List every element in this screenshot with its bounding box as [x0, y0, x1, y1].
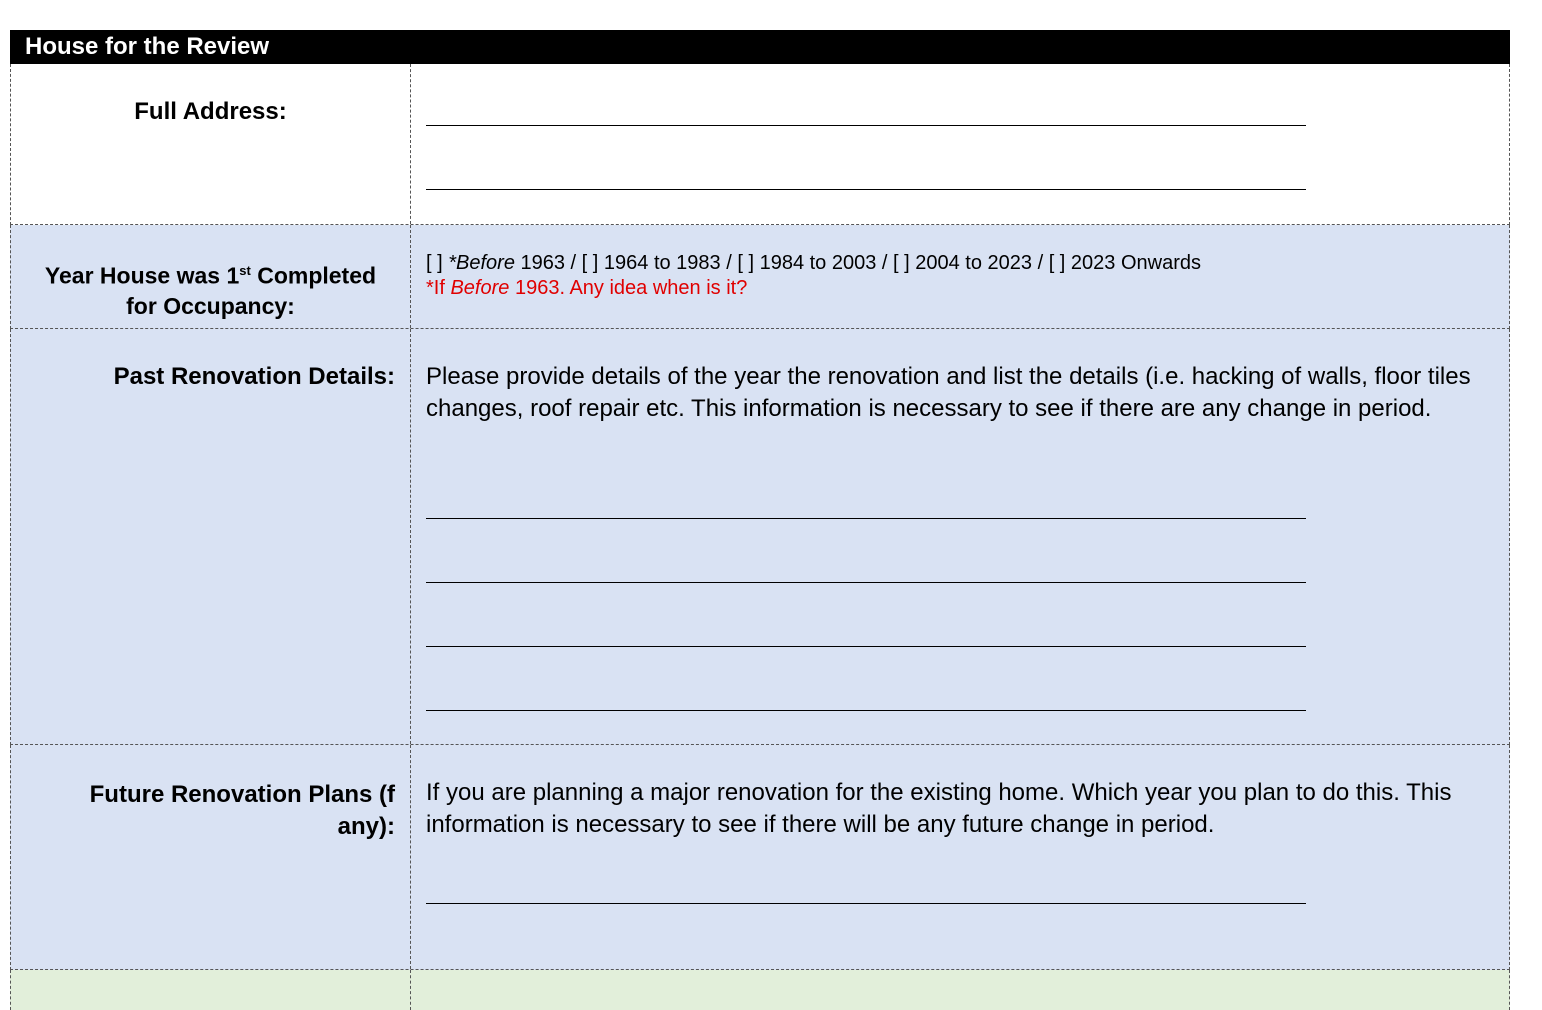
past-line-1[interactable]	[426, 518, 1306, 519]
future-instructions: If you are planning a major renovation for the existing home. Which year you plan to do this. This information is necessary to see if there will be any future change in period.	[426, 779, 1452, 838]
section-title: House for the Review	[25, 33, 270, 60]
year-option-box: [ ]	[426, 252, 449, 274]
past-value-cell	[411, 329, 1509, 744]
year-label-line2: for Occupancy:	[126, 292, 295, 319]
year-note-pre: *If	[426, 277, 451, 299]
future-line-1[interactable]	[426, 903, 1306, 904]
future-label-cell	[11, 745, 411, 969]
future-label-line2: any):	[337, 813, 395, 840]
future-value-cell	[411, 745, 1509, 969]
address-label-cell	[11, 64, 411, 224]
address-value-cell	[411, 64, 1509, 224]
future-renovation-row	[10, 745, 1510, 970]
past-label-cell	[11, 329, 411, 744]
past-renovation-row	[10, 329, 1510, 745]
year-label-part2: Completed	[250, 262, 377, 289]
review-form	[10, 30, 1510, 1010]
past-line-4[interactable]	[426, 710, 1306, 711]
address-row	[10, 64, 1510, 225]
year-label-sup: st	[239, 263, 251, 278]
next-value-cell	[411, 970, 1509, 1010]
year-label-cell	[11, 225, 411, 328]
next-row	[10, 970, 1510, 1010]
year-options[interactable]	[426, 252, 1201, 275]
past-label: Past Renovation Details:	[113, 363, 395, 390]
year-note	[426, 277, 747, 300]
section-header	[10, 30, 1510, 64]
future-label	[90, 779, 395, 843]
address-label: Full Address:	[134, 98, 287, 125]
year-value-cell	[411, 225, 1509, 328]
next-label-cell	[11, 970, 411, 1010]
year-option-rest: 1963 / [ ] 1964 to 1983 / [ ] 1984 to 2003 / [ ] 2004 to 2023 / [ ] 2023 Onwards	[514, 252, 1201, 274]
year-option-before: *Before	[448, 252, 515, 274]
year-row	[10, 225, 1510, 329]
past-line-2[interactable]	[426, 582, 1306, 583]
past-line-3[interactable]	[426, 646, 1306, 647]
year-note-before: Before	[450, 277, 510, 299]
address-line-2[interactable]	[426, 189, 1306, 190]
year-label-part: Year House was 1	[44, 262, 240, 289]
address-line-1[interactable]	[426, 125, 1306, 126]
past-instructions: Please provide details of the year the renovation and list the details (i.e. hacking of walls, floor tiles changes, roof repair etc. This information is necessary to see if there are any change in period.	[426, 363, 1471, 422]
year-note-post: 1963. Any idea when is it?	[509, 277, 748, 299]
future-label-line1: Future Renovation Plans (f	[89, 781, 395, 808]
year-label	[11, 256, 410, 321]
